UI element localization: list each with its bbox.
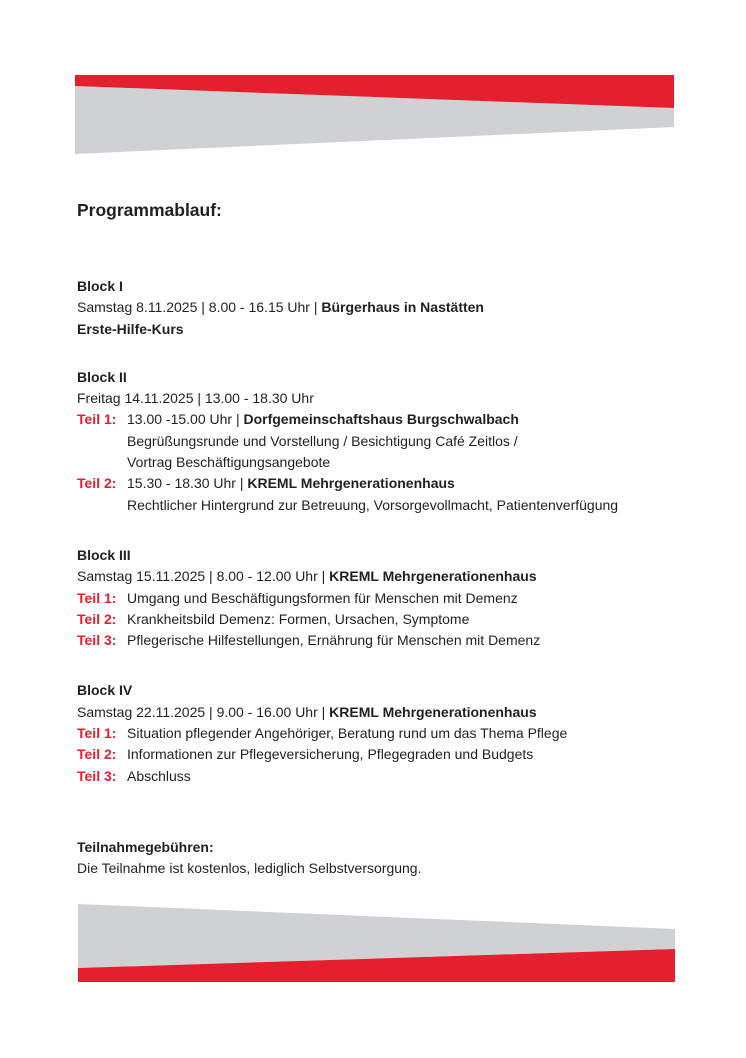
part-text: Informationen zur Pflegeversicherung, Pflegegraden und Budgets (127, 746, 534, 763)
fees-title: Teilnahmegebühren: (77, 838, 214, 855)
block-info: Freitag 14.11.2025 | 13.00 - 18.30 Uhr (77, 390, 314, 407)
part-text: Umgang und Beschäftigungsformen für Menschen mit Demenz (127, 589, 518, 606)
part-label: Teil 2: (77, 475, 117, 492)
part-label: Teil 1: (77, 589, 117, 606)
block-title: Block III (77, 546, 131, 563)
part-text (127, 473, 455, 494)
part-label: Teil 1: (77, 411, 117, 428)
block-title: Block I (77, 278, 123, 294)
block-info (77, 702, 717, 723)
block-location: KREML Mehrgenerationenhaus (329, 703, 537, 720)
part-text: Abschluss (127, 767, 191, 784)
part-label: Teil 2: (77, 746, 117, 763)
part-location: Dorfgemeinschaftshaus Burgschwalbach (243, 411, 519, 428)
part-label: Teil 3: (77, 632, 117, 649)
block-info (77, 297, 717, 318)
part-description: Rechtlicher Hintergrund zur Betreuung, Vorsorgevollmacht, Patientenverfügung (127, 496, 619, 513)
block-location: KREML Mehrgenerationenhaus (329, 568, 537, 585)
block-course: Erste-Hilfe-Kurs (77, 320, 184, 337)
part-text (127, 409, 519, 430)
part-row (77, 630, 717, 651)
part-text: Pflegerische Hilfestellungen, Ernährung für Menschen mit Demenz (127, 632, 541, 649)
block-date-time: Samstag 8.11.2025 | 8.00 - 16.15 Uhr | (77, 299, 322, 316)
block-location: Bürgerhaus in Nastätten (321, 299, 484, 316)
part-text: Situation pflegender Angehöriger, Beratung rund um das Thema Pflege (127, 725, 568, 742)
bottom-banner-red-stripe (78, 949, 675, 982)
block-2 (77, 367, 717, 516)
block-4 (77, 680, 717, 786)
block-title: Block IV (77, 682, 133, 699)
part-label: Teil 1: (77, 725, 117, 742)
part-row (77, 409, 717, 430)
part-row (77, 766, 717, 787)
fees-text: Die Teilnahme ist kostenlos, lediglich Selbstversorgung. (77, 860, 422, 877)
block-date-time: Samstag 22.11.2025 | 9.00 - 16.00 Uhr | (77, 703, 330, 720)
fees-section (77, 837, 717, 880)
part-text: Krankheitsbild Demenz: Formen, Ursachen, Symptome (127, 610, 470, 627)
block-info (77, 566, 717, 587)
part-description: Begrüßungsrunde und Vorstellung / Besichtigung Café Zeitlos / (127, 432, 518, 449)
part-row (77, 609, 717, 630)
part-label: Teil 2: (77, 610, 117, 627)
part-time: 13.00 -15.00 Uhr | (127, 411, 244, 428)
part-location: KREML Mehrgenerationenhaus (247, 475, 455, 492)
block-3 (77, 545, 717, 651)
part-row (77, 723, 717, 744)
top-banner (0, 0, 746, 170)
part-row (77, 588, 717, 609)
part-label: Teil 3: (77, 767, 117, 784)
page-title: Programmablauf: (77, 200, 222, 220)
part-row (77, 473, 717, 494)
part-description: Vortrag Beschäftigungsangebote (127, 454, 331, 471)
part-row (77, 744, 717, 765)
block-1 (77, 276, 717, 340)
block-title: Block II (77, 368, 127, 385)
bottom-banner-gray-stripe (78, 904, 675, 968)
part-time: 15.30 - 18.30 Uhr | (127, 475, 248, 492)
program-content (77, 196, 717, 880)
block-date-time: Samstag 15.11.2025 | 8.00 - 12.00 Uhr | (77, 568, 330, 585)
